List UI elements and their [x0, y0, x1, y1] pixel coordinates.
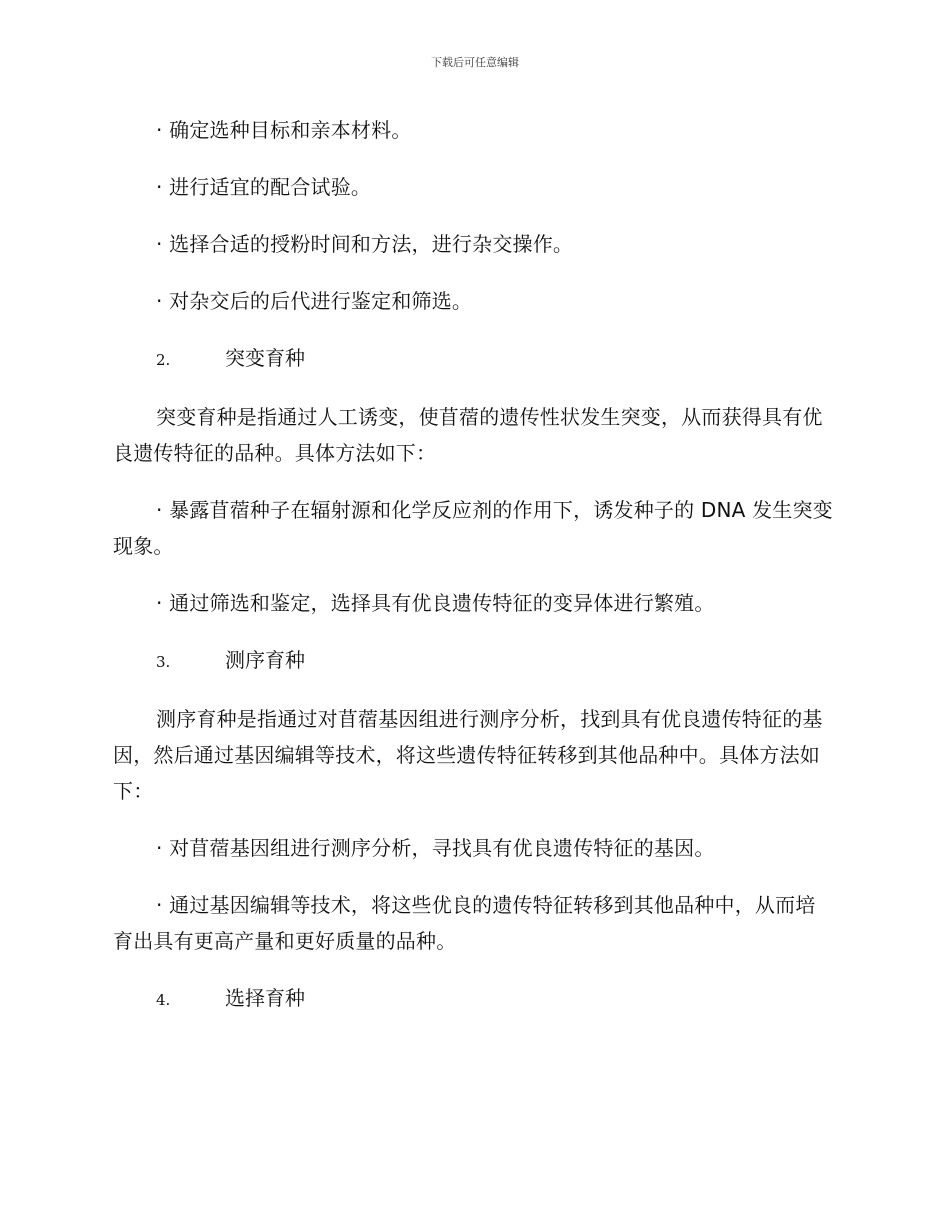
page-header: 下载后可任意编辑: [431, 56, 519, 69]
bullet-item: · 选择合适的授粉时间和方法，进行杂交操作。: [156, 232, 574, 256]
bullet-item: · 对苜蓿基因组进行测序分析，寻找具有优良遗传特征的基因。: [156, 836, 715, 860]
bullet-item: · 通过基因编辑等技术，将这些优良的遗传特征转移到其他品种中，从而培育出具有更高产量和更好质量的品种。: [113, 893, 816, 953]
paragraph: 突变育种是指通过人工诱变，使苜蓿的遗传性状发生突变，从而获得具有优良遗传特征的品种。具体方法如下：: [113, 405, 823, 465]
section-number: 3.: [156, 653, 171, 671]
section-heading: [113, 642, 835, 680]
bullet-item: · 暴露苜蓿种子在辐射源和化学反应剂的作用下，诱发种子的 DNA 发生突变现象。: [113, 498, 833, 558]
section-number: 2.: [156, 351, 171, 369]
section-title: 选择育种: [225, 986, 305, 1010]
section-title: 测序育种: [225, 648, 305, 672]
bullet-item: · 确定选种目标和亲本材料。: [156, 118, 412, 142]
section-heading: [113, 340, 835, 378]
document-body: [113, 112, 835, 1039]
paragraph: 测序育种是指通过对苜蓿基因组进行测序分析，找到具有优良遗传特征的基因，然后通过基因编辑等技术，将这些遗传特征转移到其他品种中。具体方法如下：: [113, 707, 823, 803]
section-heading: [113, 980, 835, 1018]
bullet-item: · 通过筛选和鉴定，选择具有优良遗传特征的变异体进行繁殖。: [156, 591, 715, 615]
section-number: 4.: [156, 991, 171, 1009]
bullet-item: · 对杂交后的后代进行鉴定和筛选。: [156, 289, 473, 313]
bullet-item: · 进行适宜的配合试验。: [156, 175, 372, 199]
section-title: 突变育种: [225, 346, 305, 370]
